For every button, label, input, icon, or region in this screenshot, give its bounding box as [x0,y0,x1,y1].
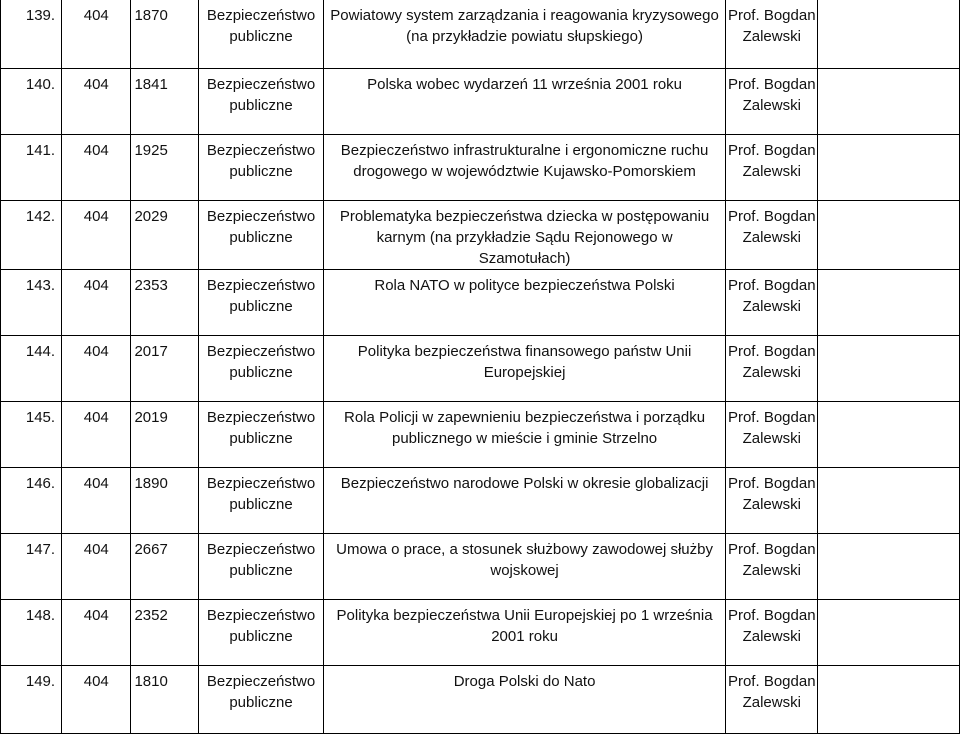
row-id: 1925 [131,135,199,201]
row-category: Bezpieczeństwo publiczne [199,666,323,734]
row-code: 404 [62,135,131,201]
row-empty-cell [818,135,960,201]
row-number: 146. [1,468,62,534]
row-title: Droga Polski do Nato [323,666,726,734]
table-row [1,402,960,468]
row-empty-cell [818,468,960,534]
row-supervisor: Prof. Bogdan Zalewski [726,201,818,270]
row-code: 404 [62,270,131,336]
row-title: Umowa o prace, a stosunek służbowy zawodowej służby wojskowej [323,534,726,600]
row-code: 404 [62,0,131,69]
table-row [1,666,960,734]
row-number: 144. [1,336,62,402]
row-title: Powiatowy system zarządzania i reagowania kryzysowego (na przykładzie powiatu słupskiego) [323,0,726,69]
table-row [1,0,960,69]
row-supervisor: Prof. Bogdan Zalewski [726,402,818,468]
row-empty-cell [818,336,960,402]
row-number: 140. [1,69,62,135]
row-id: 1810 [131,666,199,734]
row-number: 142. [1,201,62,270]
row-id: 2029 [131,201,199,270]
row-title: Bezpieczeństwo infrastrukturalne i ergonomiczne ruchu drogowego w województwie Kujawsko-Pomorskiem [323,135,726,201]
row-title: Polityka bezpieczeństwa finansowego państw Unii Europejskiej [323,336,726,402]
row-category: Bezpieczeństwo publiczne [199,135,323,201]
row-empty-cell [818,666,960,734]
row-category: Bezpieczeństwo publiczne [199,534,323,600]
row-supervisor: Prof. Bogdan Zalewski [726,468,818,534]
row-code: 404 [62,201,131,270]
row-id: 1870 [131,0,199,69]
table-row [1,336,960,402]
row-id: 2019 [131,402,199,468]
row-id: 1890 [131,468,199,534]
row-category: Bezpieczeństwo publiczne [199,468,323,534]
row-title: Bezpieczeństwo narodowe Polski w okresie globalizacji [323,468,726,534]
row-empty-cell [818,270,960,336]
row-number: 149. [1,666,62,734]
row-title: Polityka bezpieczeństwa Unii Europejskiej po 1 września 2001 roku [323,600,726,666]
table-row [1,600,960,666]
row-code: 404 [62,468,131,534]
row-supervisor: Prof. Bogdan Zalewski [726,534,818,600]
row-number: 147. [1,534,62,600]
row-title: Problematyka bezpieczeństwa dziecka w postępowaniu karnym (na przykładzie Sądu Rejonowego w Szamotułach) [323,201,726,270]
row-number: 145. [1,402,62,468]
row-number: 143. [1,270,62,336]
row-supervisor: Prof. Bogdan Zalewski [726,135,818,201]
row-title: Rola Policji w zapewnieniu bezpieczeństwa i porządku publicznego w mieście i gminie Strzelno [323,402,726,468]
row-code: 404 [62,69,131,135]
row-code: 404 [62,600,131,666]
table-row [1,468,960,534]
row-title: Polska wobec wydarzeń 11 września 2001 roku [323,69,726,135]
row-empty-cell [818,0,960,69]
row-supervisor: Prof. Bogdan Zalewski [726,600,818,666]
row-id: 2353 [131,270,199,336]
row-empty-cell [818,69,960,135]
row-supervisor: Prof. Bogdan Zalewski [726,69,818,135]
row-id: 2352 [131,600,199,666]
table-row [1,135,960,201]
row-supervisor: Prof. Bogdan Zalewski [726,270,818,336]
row-code: 404 [62,666,131,734]
row-category: Bezpieczeństwo publiczne [199,600,323,666]
table-row [1,270,960,336]
row-category: Bezpieczeństwo publiczne [199,270,323,336]
row-empty-cell [818,534,960,600]
row-category: Bezpieczeństwo publiczne [199,402,323,468]
row-number: 141. [1,135,62,201]
row-code: 404 [62,534,131,600]
row-code: 404 [62,336,131,402]
row-category: Bezpieczeństwo publiczne [199,69,323,135]
row-title: Rola NATO w polityce bezpieczeństwa Polski [323,270,726,336]
row-category: Bezpieczeństwo publiczne [199,201,323,270]
row-id: 2017 [131,336,199,402]
thesis-table-body [1,0,960,734]
table-row [1,69,960,135]
row-supervisor: Prof. Bogdan Zalewski [726,666,818,734]
table-row [1,534,960,600]
table-row [1,201,960,270]
row-number: 139. [1,0,62,69]
row-empty-cell [818,201,960,270]
row-number: 148. [1,600,62,666]
row-supervisor: Prof. Bogdan Zalewski [726,0,818,69]
row-supervisor: Prof. Bogdan Zalewski [726,336,818,402]
row-code: 404 [62,402,131,468]
row-category: Bezpieczeństwo publiczne [199,0,323,69]
row-category: Bezpieczeństwo publiczne [199,336,323,402]
row-id: 1841 [131,69,199,135]
row-empty-cell [818,402,960,468]
row-empty-cell [818,600,960,666]
row-id: 2667 [131,534,199,600]
